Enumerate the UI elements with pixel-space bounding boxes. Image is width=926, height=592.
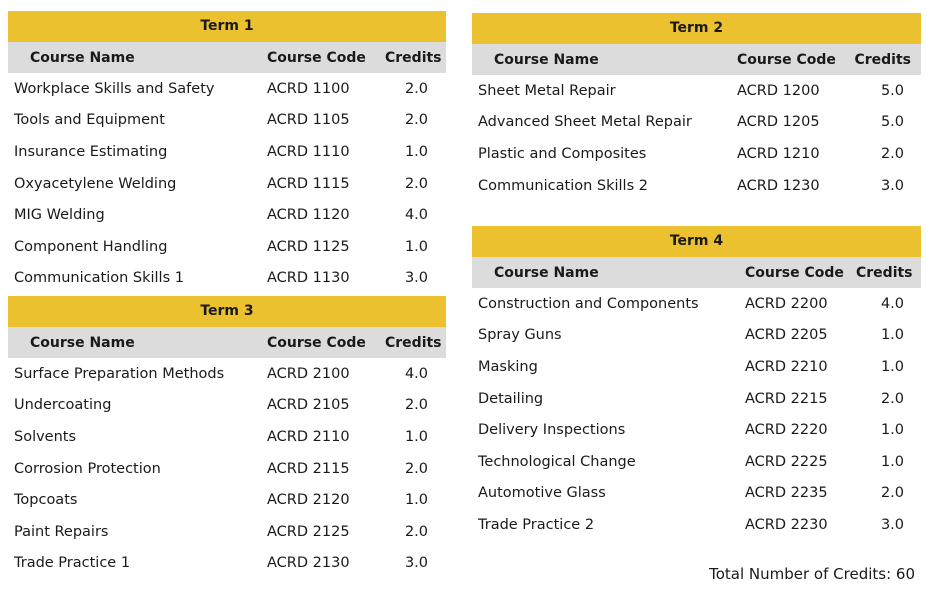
course-name: Component Handling bbox=[14, 238, 168, 255]
course-rows bbox=[472, 75, 921, 201]
course-credits: 3.0 bbox=[880, 516, 904, 533]
course-code: ACRD 2105 bbox=[267, 397, 350, 414]
course-name: Insurance Estimating bbox=[14, 143, 168, 160]
course-name: Topcoats bbox=[14, 492, 78, 509]
course-credits: 2.0 bbox=[880, 145, 904, 162]
term-title: Term 3 bbox=[8, 296, 446, 327]
course-credits: 3.0 bbox=[404, 270, 428, 287]
course-code-header: Course Code bbox=[737, 51, 836, 68]
credits-header: Credits bbox=[854, 51, 911, 68]
course-code: ACRD 2125 bbox=[267, 523, 350, 540]
credits-header: Credits bbox=[385, 334, 442, 351]
course-name-header: Course Name bbox=[30, 334, 135, 351]
table-row bbox=[8, 73, 446, 105]
term-1-table bbox=[8, 11, 446, 294]
table-row bbox=[472, 383, 921, 415]
table-row bbox=[8, 516, 446, 548]
course-name: Sheet Metal Repair bbox=[478, 82, 616, 99]
term-title: Term 1 bbox=[8, 11, 446, 42]
table-row bbox=[8, 168, 446, 200]
column-header-row bbox=[8, 42, 446, 73]
course-code: ACRD 2100 bbox=[267, 365, 350, 382]
table-row bbox=[8, 421, 446, 453]
table-row bbox=[8, 548, 446, 580]
table-row bbox=[472, 107, 921, 139]
course-name: Workplace Skills and Safety bbox=[14, 80, 215, 97]
table-row bbox=[8, 453, 446, 485]
course-name: Masking bbox=[478, 358, 538, 375]
course-code: ACRD 2110 bbox=[267, 428, 350, 445]
course-code: ACRD 1205 bbox=[737, 114, 820, 131]
course-credits: 3.0 bbox=[404, 555, 428, 572]
course-name: Technological Change bbox=[478, 453, 636, 470]
course-code: ACRD 2235 bbox=[745, 485, 828, 502]
table-row bbox=[8, 105, 446, 137]
course-name: Delivery Inspections bbox=[478, 422, 626, 439]
course-credits: 1.0 bbox=[880, 327, 904, 344]
table-row bbox=[472, 446, 921, 478]
table-row bbox=[8, 484, 446, 516]
course-code: ACRD 2225 bbox=[745, 453, 828, 470]
course-name: Surface Preparation Methods bbox=[14, 365, 225, 382]
course-credits: 2.0 bbox=[880, 485, 904, 502]
course-credits: 1.0 bbox=[880, 453, 904, 470]
course-credits: 4.0 bbox=[404, 365, 428, 382]
course-code: ACRD 1120 bbox=[267, 207, 350, 224]
column-header-row bbox=[472, 44, 921, 75]
course-credits: 2.0 bbox=[404, 460, 428, 477]
course-code: ACRD 1105 bbox=[267, 112, 350, 129]
course-code: ACRD 2220 bbox=[745, 422, 828, 439]
course-name: MIG Welding bbox=[14, 207, 105, 224]
course-rows bbox=[472, 288, 921, 541]
credits-header: Credits bbox=[856, 264, 913, 281]
course-credits: 4.0 bbox=[404, 207, 428, 224]
course-code: ACRD 1230 bbox=[737, 177, 820, 194]
course-code-header: Course Code bbox=[745, 264, 844, 281]
table-row bbox=[8, 263, 446, 295]
course-name: Plastic and Composites bbox=[478, 145, 647, 162]
column-header-row bbox=[8, 327, 446, 358]
course-credits: 1.0 bbox=[880, 422, 904, 439]
course-credits: 1.0 bbox=[404, 492, 428, 509]
course-credits: 2.0 bbox=[404, 175, 428, 192]
course-code: ACRD 1130 bbox=[267, 270, 350, 287]
course-code: ACRD 1115 bbox=[267, 175, 350, 192]
course-code: ACRD 2115 bbox=[267, 460, 350, 477]
course-name-header: Course Name bbox=[494, 264, 599, 281]
course-name: Trade Practice 1 bbox=[14, 555, 131, 572]
course-name-header: Course Name bbox=[30, 49, 135, 66]
course-credits: 2.0 bbox=[404, 112, 428, 129]
course-credits: 2.0 bbox=[404, 80, 428, 97]
course-name: Tools and Equipment bbox=[14, 112, 165, 129]
course-code-header: Course Code bbox=[267, 334, 366, 351]
course-code: ACRD 2120 bbox=[267, 492, 350, 509]
course-code: ACRD 2230 bbox=[745, 516, 828, 533]
course-credits: 2.0 bbox=[404, 523, 428, 540]
course-name: Construction and Components bbox=[478, 295, 699, 312]
term-title: Term 4 bbox=[472, 226, 921, 257]
course-rows bbox=[8, 73, 446, 294]
table-row bbox=[8, 390, 446, 422]
course-code-header: Course Code bbox=[267, 49, 366, 66]
credits-header: Credits bbox=[385, 49, 442, 66]
course-name: Paint Repairs bbox=[14, 523, 109, 540]
course-name: Spray Guns bbox=[478, 327, 562, 344]
course-credits: 5.0 bbox=[880, 82, 904, 99]
table-row bbox=[8, 231, 446, 263]
course-code: ACRD 2205 bbox=[745, 327, 828, 344]
table-row bbox=[472, 75, 921, 107]
course-credits: 5.0 bbox=[880, 114, 904, 131]
course-code: ACRD 2210 bbox=[745, 358, 828, 375]
course-name: Oxyacetylene Welding bbox=[14, 175, 177, 192]
course-code: ACRD 1110 bbox=[267, 143, 350, 160]
table-row bbox=[472, 414, 921, 446]
course-code: ACRD 1100 bbox=[267, 80, 350, 97]
term-4-table bbox=[472, 226, 921, 541]
course-credits: 1.0 bbox=[404, 428, 428, 445]
course-name: Detailing bbox=[478, 390, 544, 407]
term-title: Term 2 bbox=[472, 13, 921, 44]
column-header-row bbox=[472, 257, 921, 288]
course-name: Solvents bbox=[14, 428, 77, 445]
course-rows bbox=[8, 358, 446, 579]
total-credits: Total Number of Credits: 60 bbox=[709, 565, 915, 583]
course-name: Undercoating bbox=[14, 397, 112, 414]
table-row bbox=[8, 136, 446, 168]
course-credits: 2.0 bbox=[880, 390, 904, 407]
course-credits: 1.0 bbox=[880, 358, 904, 375]
course-credits: 4.0 bbox=[880, 295, 904, 312]
course-credits: 1.0 bbox=[404, 238, 428, 255]
course-name: Corrosion Protection bbox=[14, 460, 161, 477]
table-row bbox=[8, 358, 446, 390]
course-credits: 1.0 bbox=[404, 143, 428, 160]
course-code: ACRD 2215 bbox=[745, 390, 828, 407]
course-credits: 2.0 bbox=[404, 397, 428, 414]
table-row bbox=[472, 478, 921, 510]
term-2-table bbox=[472, 13, 921, 201]
course-name: Trade Practice 2 bbox=[478, 516, 595, 533]
table-row bbox=[472, 320, 921, 352]
course-code: ACRD 2200 bbox=[745, 295, 828, 312]
table-row bbox=[472, 509, 921, 541]
table-row bbox=[472, 138, 921, 170]
term-3-table bbox=[8, 296, 446, 579]
course-name: Advanced Sheet Metal Repair bbox=[478, 114, 692, 131]
course-credits: 3.0 bbox=[880, 177, 904, 194]
table-row bbox=[8, 199, 446, 231]
course-name: Communication Skills 1 bbox=[14, 270, 184, 287]
course-code: ACRD 1125 bbox=[267, 238, 350, 255]
table-row bbox=[472, 288, 921, 320]
course-name: Communication Skills 2 bbox=[478, 177, 648, 194]
course-code: ACRD 1200 bbox=[737, 82, 820, 99]
course-code: ACRD 1210 bbox=[737, 145, 820, 162]
table-row bbox=[472, 170, 921, 202]
course-name: Automotive Glass bbox=[478, 485, 606, 502]
course-name-header: Course Name bbox=[494, 51, 599, 68]
course-code: ACRD 2130 bbox=[267, 555, 350, 572]
table-row bbox=[472, 351, 921, 383]
